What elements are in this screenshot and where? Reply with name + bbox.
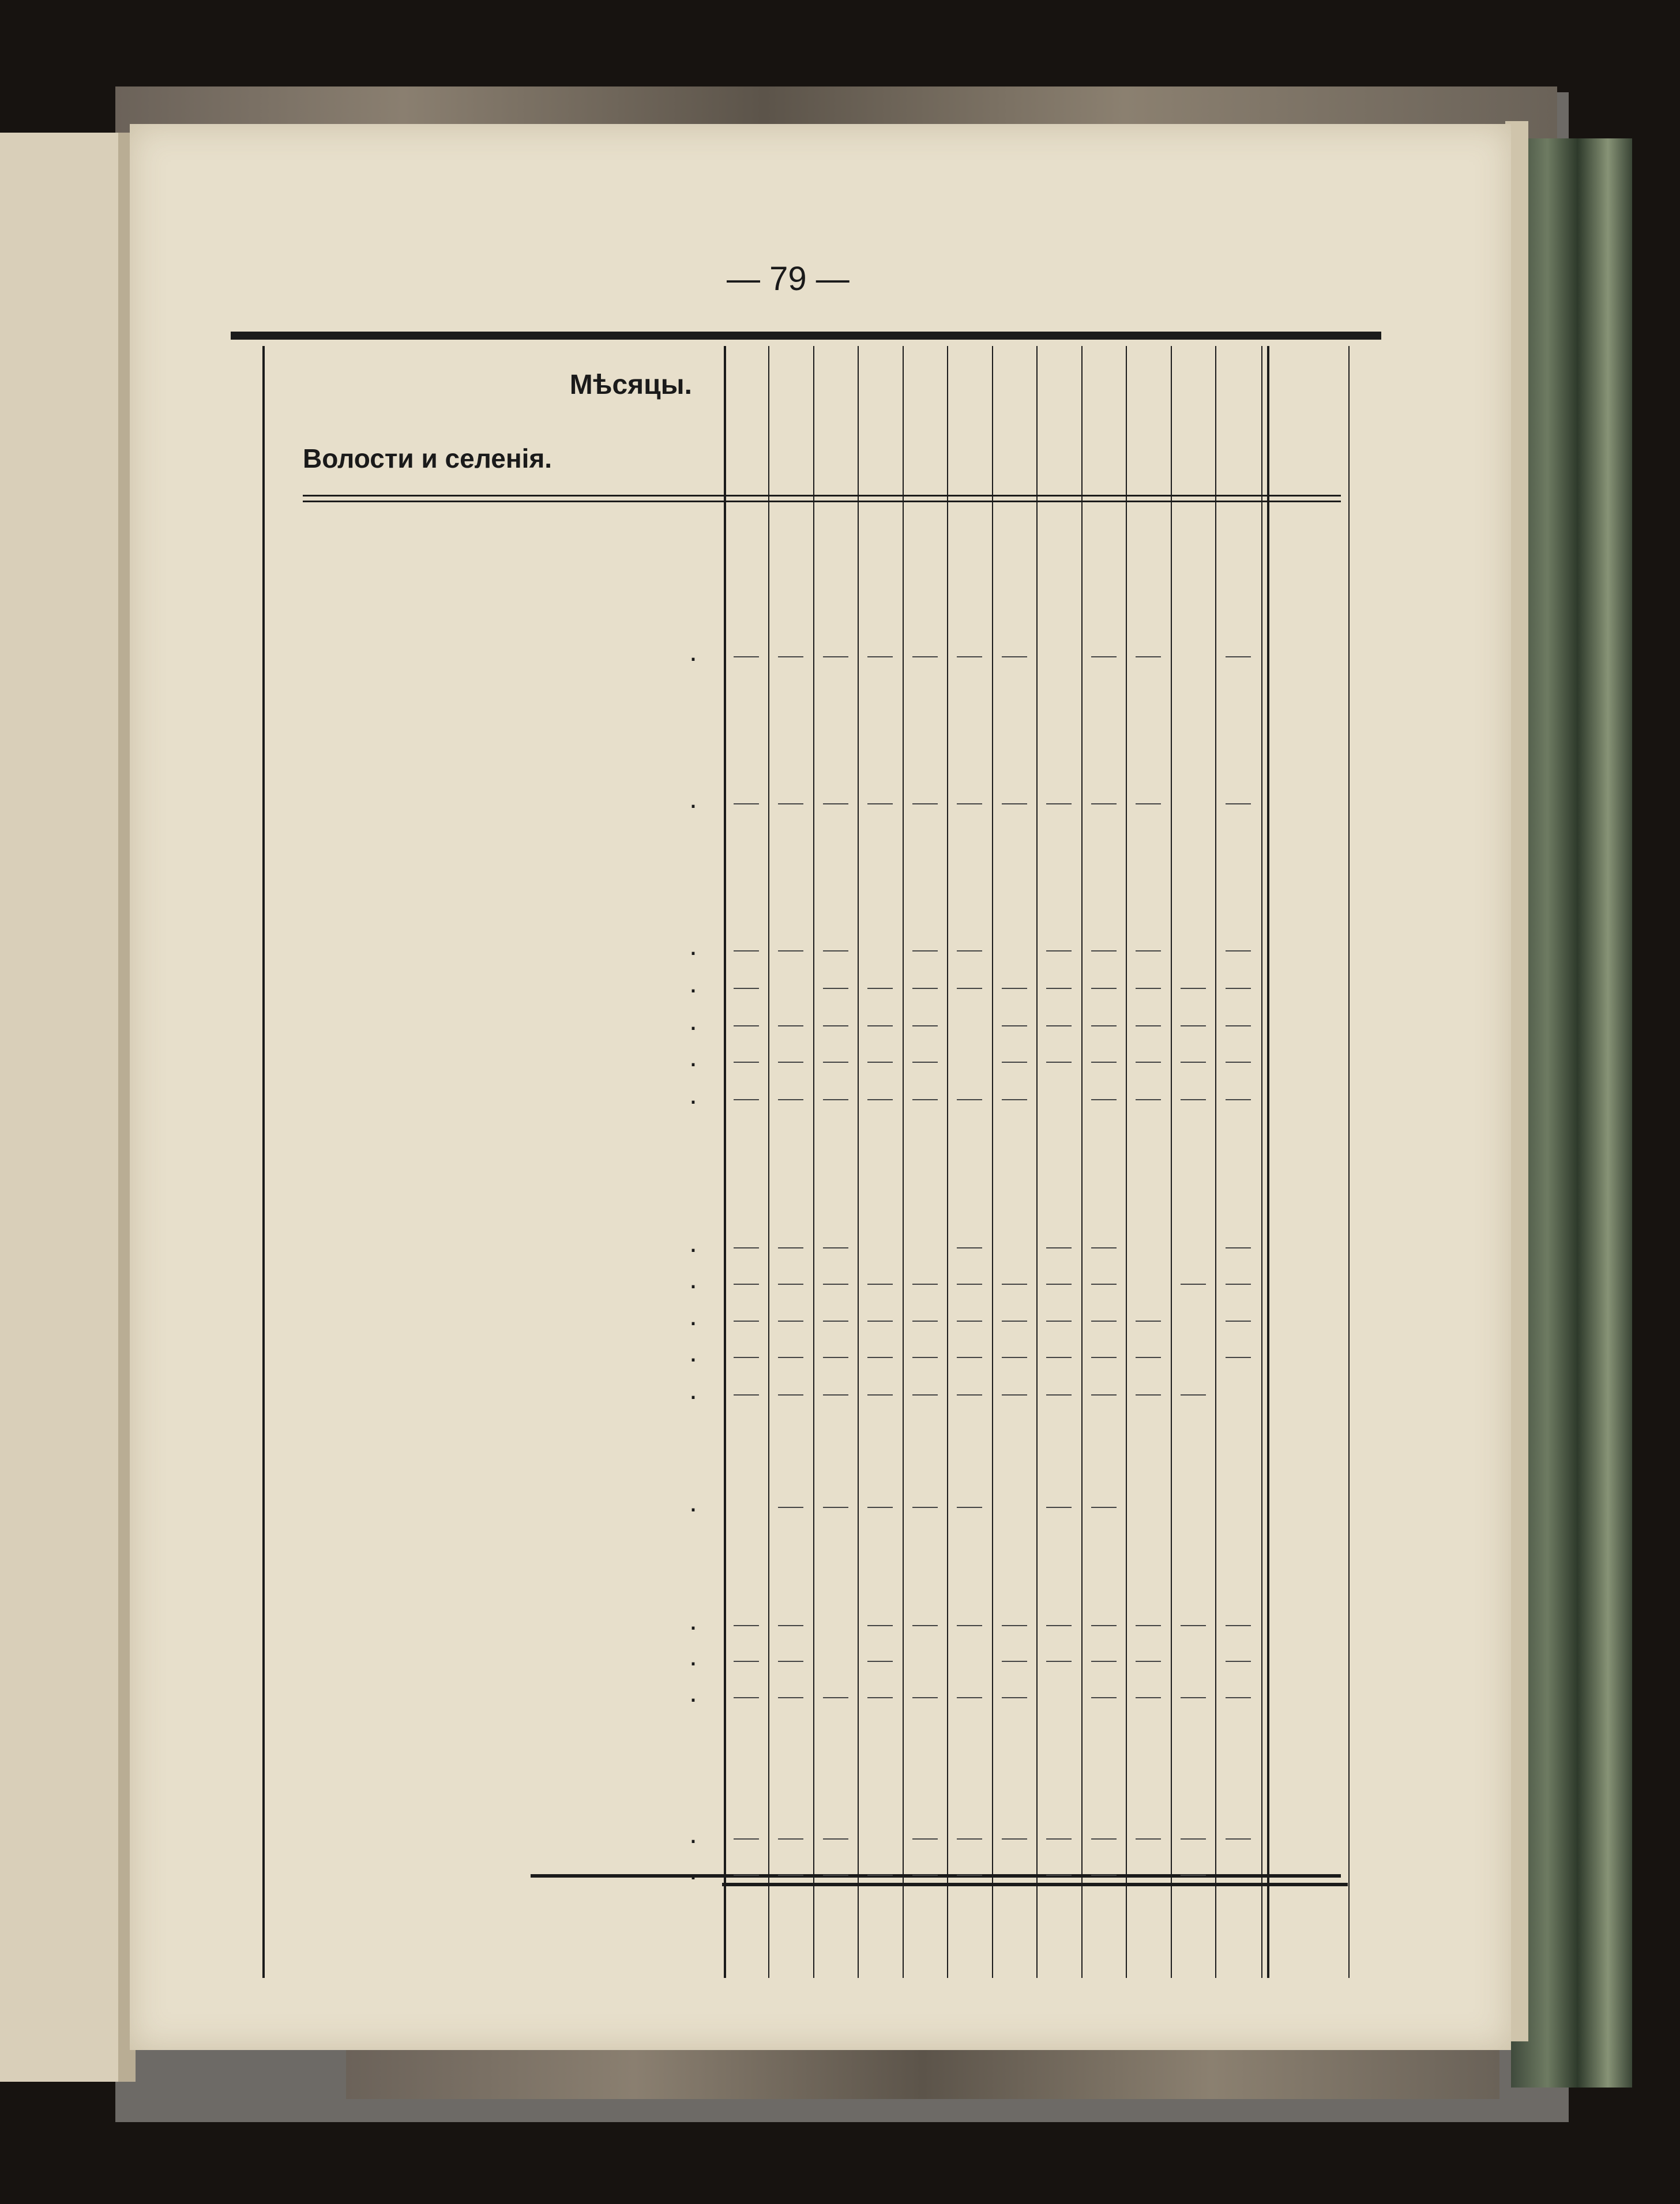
column-line [947, 346, 948, 1978]
empty-cell-dash [1046, 1875, 1072, 1876]
empty-cell-dash [867, 1661, 893, 1662]
empty-cell-dash [778, 1357, 803, 1358]
empty-cell-dash [867, 1357, 893, 1358]
empty-cell-dash [912, 656, 938, 657]
empty-cell-dash [1136, 803, 1161, 804]
empty-cell-dash [1181, 1025, 1206, 1026]
header-rule [303, 495, 1341, 497]
empty-cell-dash [823, 1284, 848, 1285]
column-line [992, 346, 993, 1978]
empty-cell-dash [1002, 1025, 1027, 1026]
empty-cell-dash [867, 1025, 893, 1026]
empty-cell-dash [1046, 1284, 1072, 1285]
empty-cell-dash [867, 1697, 893, 1698]
empty-cell-dash [1091, 1062, 1117, 1063]
empty-cell-dash [912, 1321, 938, 1322]
empty-cell-dash [1002, 988, 1027, 989]
empty-cell-dash [1181, 1062, 1206, 1063]
empty-cell-dash [957, 1099, 982, 1100]
empty-cell-dash [778, 1062, 803, 1063]
empty-cell-dash [1226, 988, 1251, 989]
empty-cell-dash [823, 803, 848, 804]
empty-cell-dash [912, 1025, 938, 1026]
empty-cell-dash [734, 1625, 759, 1626]
empty-cell-dash [734, 1838, 759, 1840]
empty-cell-dash [867, 1394, 893, 1396]
empty-cell-dash [1136, 1394, 1161, 1396]
empty-cell-dash [1002, 1394, 1027, 1396]
empty-cell-dash [1091, 988, 1117, 989]
empty-cell-dash [912, 1099, 938, 1100]
empty-cell-dash [1136, 1321, 1161, 1322]
empty-cell-dash [1002, 803, 1027, 804]
empty-cell-dash [1046, 950, 1072, 951]
empty-cell-dash [1136, 1697, 1161, 1698]
empty-cell-dash [1046, 1394, 1072, 1396]
empty-cell-dash [1136, 656, 1161, 657]
empty-cell-dash [1226, 1838, 1251, 1840]
empty-cell-dash [823, 1838, 848, 1840]
empty-cell-dash [1136, 950, 1161, 951]
empty-cell-dash [1091, 803, 1117, 804]
empty-cell-dash [1091, 1875, 1117, 1876]
empty-cell-dash [957, 1284, 982, 1285]
dot-leader: . [689, 1604, 697, 1636]
empty-cell-dash [867, 1062, 893, 1063]
empty-cell-dash [912, 803, 938, 804]
empty-cell-dash [734, 1697, 759, 1698]
empty-cell-dash [1091, 1661, 1117, 1662]
empty-cell-dash [1091, 656, 1117, 657]
dot-leader: . [689, 782, 697, 814]
empty-cell-dash [823, 1025, 848, 1026]
empty-cell-dash [1046, 1357, 1072, 1358]
empty-cell-dash [778, 1099, 803, 1100]
empty-cell-dash [957, 1321, 982, 1322]
empty-cell-dash [1226, 1062, 1251, 1063]
empty-cell-dash [1136, 1838, 1161, 1840]
empty-cell-dash [1181, 1875, 1206, 1876]
empty-cell-dash [912, 1284, 938, 1285]
empty-cell-dash [912, 1357, 938, 1358]
dot-leader: . [689, 1226, 697, 1258]
empty-cell-dash [734, 1357, 759, 1358]
empty-cell-dash [1181, 988, 1206, 989]
dot-leader: . [689, 1676, 697, 1708]
empty-cell-dash [957, 1625, 982, 1626]
empty-cell-dash [912, 950, 938, 951]
empty-cell-dash [867, 656, 893, 657]
empty-cell-dash [1046, 1625, 1072, 1626]
volosti-header: Волости и селенія. [303, 443, 553, 473]
empty-cell-dash [1136, 1661, 1161, 1662]
empty-cell-dash [823, 1697, 848, 1698]
empty-cell-dash [957, 950, 982, 951]
empty-cell-dash [823, 1357, 848, 1358]
empty-cell-dash [778, 803, 803, 804]
dot-leader: . [689, 1639, 697, 1672]
column-line [1171, 346, 1172, 1978]
column-line [903, 346, 904, 1978]
empty-cell-dash [912, 1625, 938, 1626]
empty-cell-dash [1136, 1099, 1161, 1100]
empty-cell-dash [734, 950, 759, 951]
empty-cell-dash [778, 950, 803, 951]
dot-leader: . [689, 1262, 697, 1295]
dot-leader: . [689, 1299, 697, 1332]
empty-cell-dash [1002, 1697, 1027, 1698]
empty-cell-dash [823, 1099, 848, 1100]
empty-cell-dash [1226, 1025, 1251, 1026]
empty-cell-dash [734, 988, 759, 989]
dot-leader: . [689, 1004, 697, 1036]
empty-cell-dash [778, 1697, 803, 1698]
left-border [262, 346, 265, 1978]
empty-cell-dash [867, 1625, 893, 1626]
book-marbled-edge [1511, 138, 1632, 2088]
empty-cell-dash [734, 1661, 759, 1662]
empty-cell-dash [1046, 803, 1072, 804]
empty-cell-dash [734, 1875, 759, 1876]
empty-cell-dash [957, 656, 982, 657]
empty-cell-dash [823, 656, 848, 657]
empty-cell-dash [778, 1625, 803, 1626]
empty-cell-dash [734, 1025, 759, 1026]
empty-cell-dash [1046, 1247, 1072, 1248]
empty-cell-dash [1091, 1838, 1117, 1840]
empty-cell-dash [823, 1321, 848, 1322]
empty-cell-dash [1091, 1697, 1117, 1698]
empty-cell-dash [823, 1062, 848, 1063]
empty-cell-dash [912, 1507, 938, 1508]
dot-leader: . [689, 1485, 697, 1518]
empty-cell-dash [1046, 1661, 1072, 1662]
column-line [858, 346, 859, 1978]
dot-leader: . [689, 1817, 697, 1849]
empty-cell-dash [778, 1321, 803, 1322]
empty-cell-dash [867, 988, 893, 989]
page-number: — 79 — [727, 260, 850, 298]
empty-cell-dash [1226, 1661, 1251, 1662]
empty-cell-dash [1136, 1357, 1161, 1358]
empty-cell-dash [1046, 1321, 1072, 1322]
dot-leader: . [689, 966, 697, 999]
empty-cell-dash [778, 1394, 803, 1396]
empty-cell-dash [1226, 656, 1251, 657]
empty-cell-dash [912, 1875, 938, 1876]
empty-cell-dash [1046, 1838, 1072, 1840]
empty-cell-dash [1226, 1099, 1251, 1100]
sum-rule-2 [722, 1883, 1348, 1886]
empty-cell-dash [1091, 1357, 1117, 1358]
empty-cell-dash [1091, 1321, 1117, 1322]
empty-cell-dash [734, 1062, 759, 1063]
empty-cell-dash [778, 1661, 803, 1662]
empty-cell-dash [867, 1284, 893, 1285]
empty-cell-dash [734, 1284, 759, 1285]
empty-cell-dash [1002, 1284, 1027, 1285]
empty-cell-dash [1002, 1357, 1027, 1358]
empty-cell-dash [1136, 1062, 1161, 1063]
empty-cell-dash [867, 1507, 893, 1508]
right-border [1348, 346, 1350, 1978]
column-line [1261, 346, 1262, 1978]
empty-cell-dash [734, 1394, 759, 1396]
dot-leader: . [689, 929, 697, 961]
empty-cell-dash [823, 1247, 848, 1248]
empty-cell-dash [867, 1321, 893, 1322]
empty-cell-dash [957, 1875, 982, 1876]
empty-cell-dash [1091, 1099, 1117, 1100]
dot-leader: . [689, 1373, 697, 1405]
empty-cell-dash [778, 1507, 803, 1508]
months-header: Мѣсяцы. [569, 370, 692, 400]
empty-cell-dash [957, 803, 982, 804]
column-line [1036, 346, 1038, 1978]
empty-cell-dash [1181, 1625, 1206, 1626]
empty-cell-dash [778, 1025, 803, 1026]
header-rule-2 [303, 501, 1341, 502]
empty-cell-dash [734, 1247, 759, 1248]
empty-cell-dash [912, 1697, 938, 1698]
empty-cell-dash [1181, 1284, 1206, 1285]
empty-cell-dash [1226, 1247, 1251, 1248]
empty-cell-dash [1136, 1625, 1161, 1626]
empty-cell-dash [1091, 1625, 1117, 1626]
empty-cell-dash [823, 950, 848, 951]
empty-cell-dash [1002, 1625, 1027, 1626]
empty-cell-dash [823, 1507, 848, 1508]
empty-cell-dash [1091, 950, 1117, 951]
empty-cell-dash [1002, 656, 1027, 657]
empty-cell-dash [778, 1284, 803, 1285]
empty-cell-dash [1091, 1284, 1117, 1285]
empty-cell-dash [1091, 1394, 1117, 1396]
column-line [1081, 346, 1083, 1978]
empty-cell-dash [957, 988, 982, 989]
empty-cell-dash [867, 1875, 893, 1876]
empty-cell-dash [1002, 1838, 1027, 1840]
empty-cell-dash [1136, 1025, 1161, 1026]
empty-cell-dash [1136, 988, 1161, 989]
empty-cell-dash [1002, 1062, 1027, 1063]
empty-cell-dash [1091, 1247, 1117, 1248]
right-page [130, 124, 1511, 2050]
column-line [813, 346, 814, 1978]
empty-cell-dash [957, 1357, 982, 1358]
dot-leader: . [689, 1040, 697, 1073]
empty-cell-dash [1181, 1838, 1206, 1840]
empty-cell-dash [823, 988, 848, 989]
empty-cell-dash [1226, 1284, 1251, 1285]
empty-cell-dash [778, 656, 803, 657]
total-column-line [1267, 346, 1269, 1978]
empty-cell-dash [1091, 1025, 1117, 1026]
empty-cell-dash [1002, 1099, 1027, 1100]
column-line [724, 346, 726, 1978]
empty-cell-dash [912, 988, 938, 989]
empty-cell-dash [957, 1838, 982, 1840]
empty-cell-dash [1002, 1321, 1027, 1322]
empty-cell-dash [912, 1838, 938, 1840]
dot-leader: . [689, 1853, 697, 1886]
empty-cell-dash [1046, 1025, 1072, 1026]
empty-cell-dash [957, 1507, 982, 1508]
empty-cell-dash [1181, 1394, 1206, 1396]
empty-cell-dash [957, 1247, 982, 1248]
column-line [768, 346, 769, 1978]
left-page [0, 133, 136, 2082]
dot-leader: . [689, 1336, 697, 1368]
empty-cell-dash [912, 1062, 938, 1063]
empty-cell-dash [734, 1321, 759, 1322]
empty-cell-dash [1226, 1321, 1251, 1322]
empty-cell-dash [1226, 1625, 1251, 1626]
empty-cell-dash [1002, 1661, 1027, 1662]
empty-cell-dash [867, 803, 893, 804]
empty-cell-dash [1226, 1357, 1251, 1358]
empty-cell-dash [957, 1697, 982, 1698]
empty-cell-dash [1181, 1099, 1206, 1100]
top-rule [231, 332, 1381, 340]
empty-cell-dash [778, 1838, 803, 1840]
empty-cell-dash [734, 1099, 759, 1100]
dot-leader: . [689, 635, 697, 667]
column-line [1215, 346, 1216, 1978]
empty-cell-dash [734, 803, 759, 804]
dot-leader: . [689, 1078, 697, 1110]
empty-cell-dash [1046, 988, 1072, 989]
empty-cell-dash [1181, 1697, 1206, 1698]
empty-cell-dash [867, 1099, 893, 1100]
empty-cell-dash [1226, 803, 1251, 804]
empty-cell-dash [823, 1875, 848, 1876]
empty-cell-dash [1091, 1507, 1117, 1508]
column-line [1126, 346, 1127, 1978]
empty-cell-dash [734, 656, 759, 657]
empty-cell-dash [1046, 1507, 1072, 1508]
empty-cell-dash [957, 1394, 982, 1396]
empty-cell-dash [778, 1875, 803, 1876]
empty-cell-dash [1226, 1697, 1251, 1698]
empty-cell-dash [912, 1394, 938, 1396]
empty-cell-dash [778, 1247, 803, 1248]
empty-cell-dash [1046, 1062, 1072, 1063]
empty-cell-dash [1226, 950, 1251, 951]
empty-cell-dash [823, 1394, 848, 1396]
